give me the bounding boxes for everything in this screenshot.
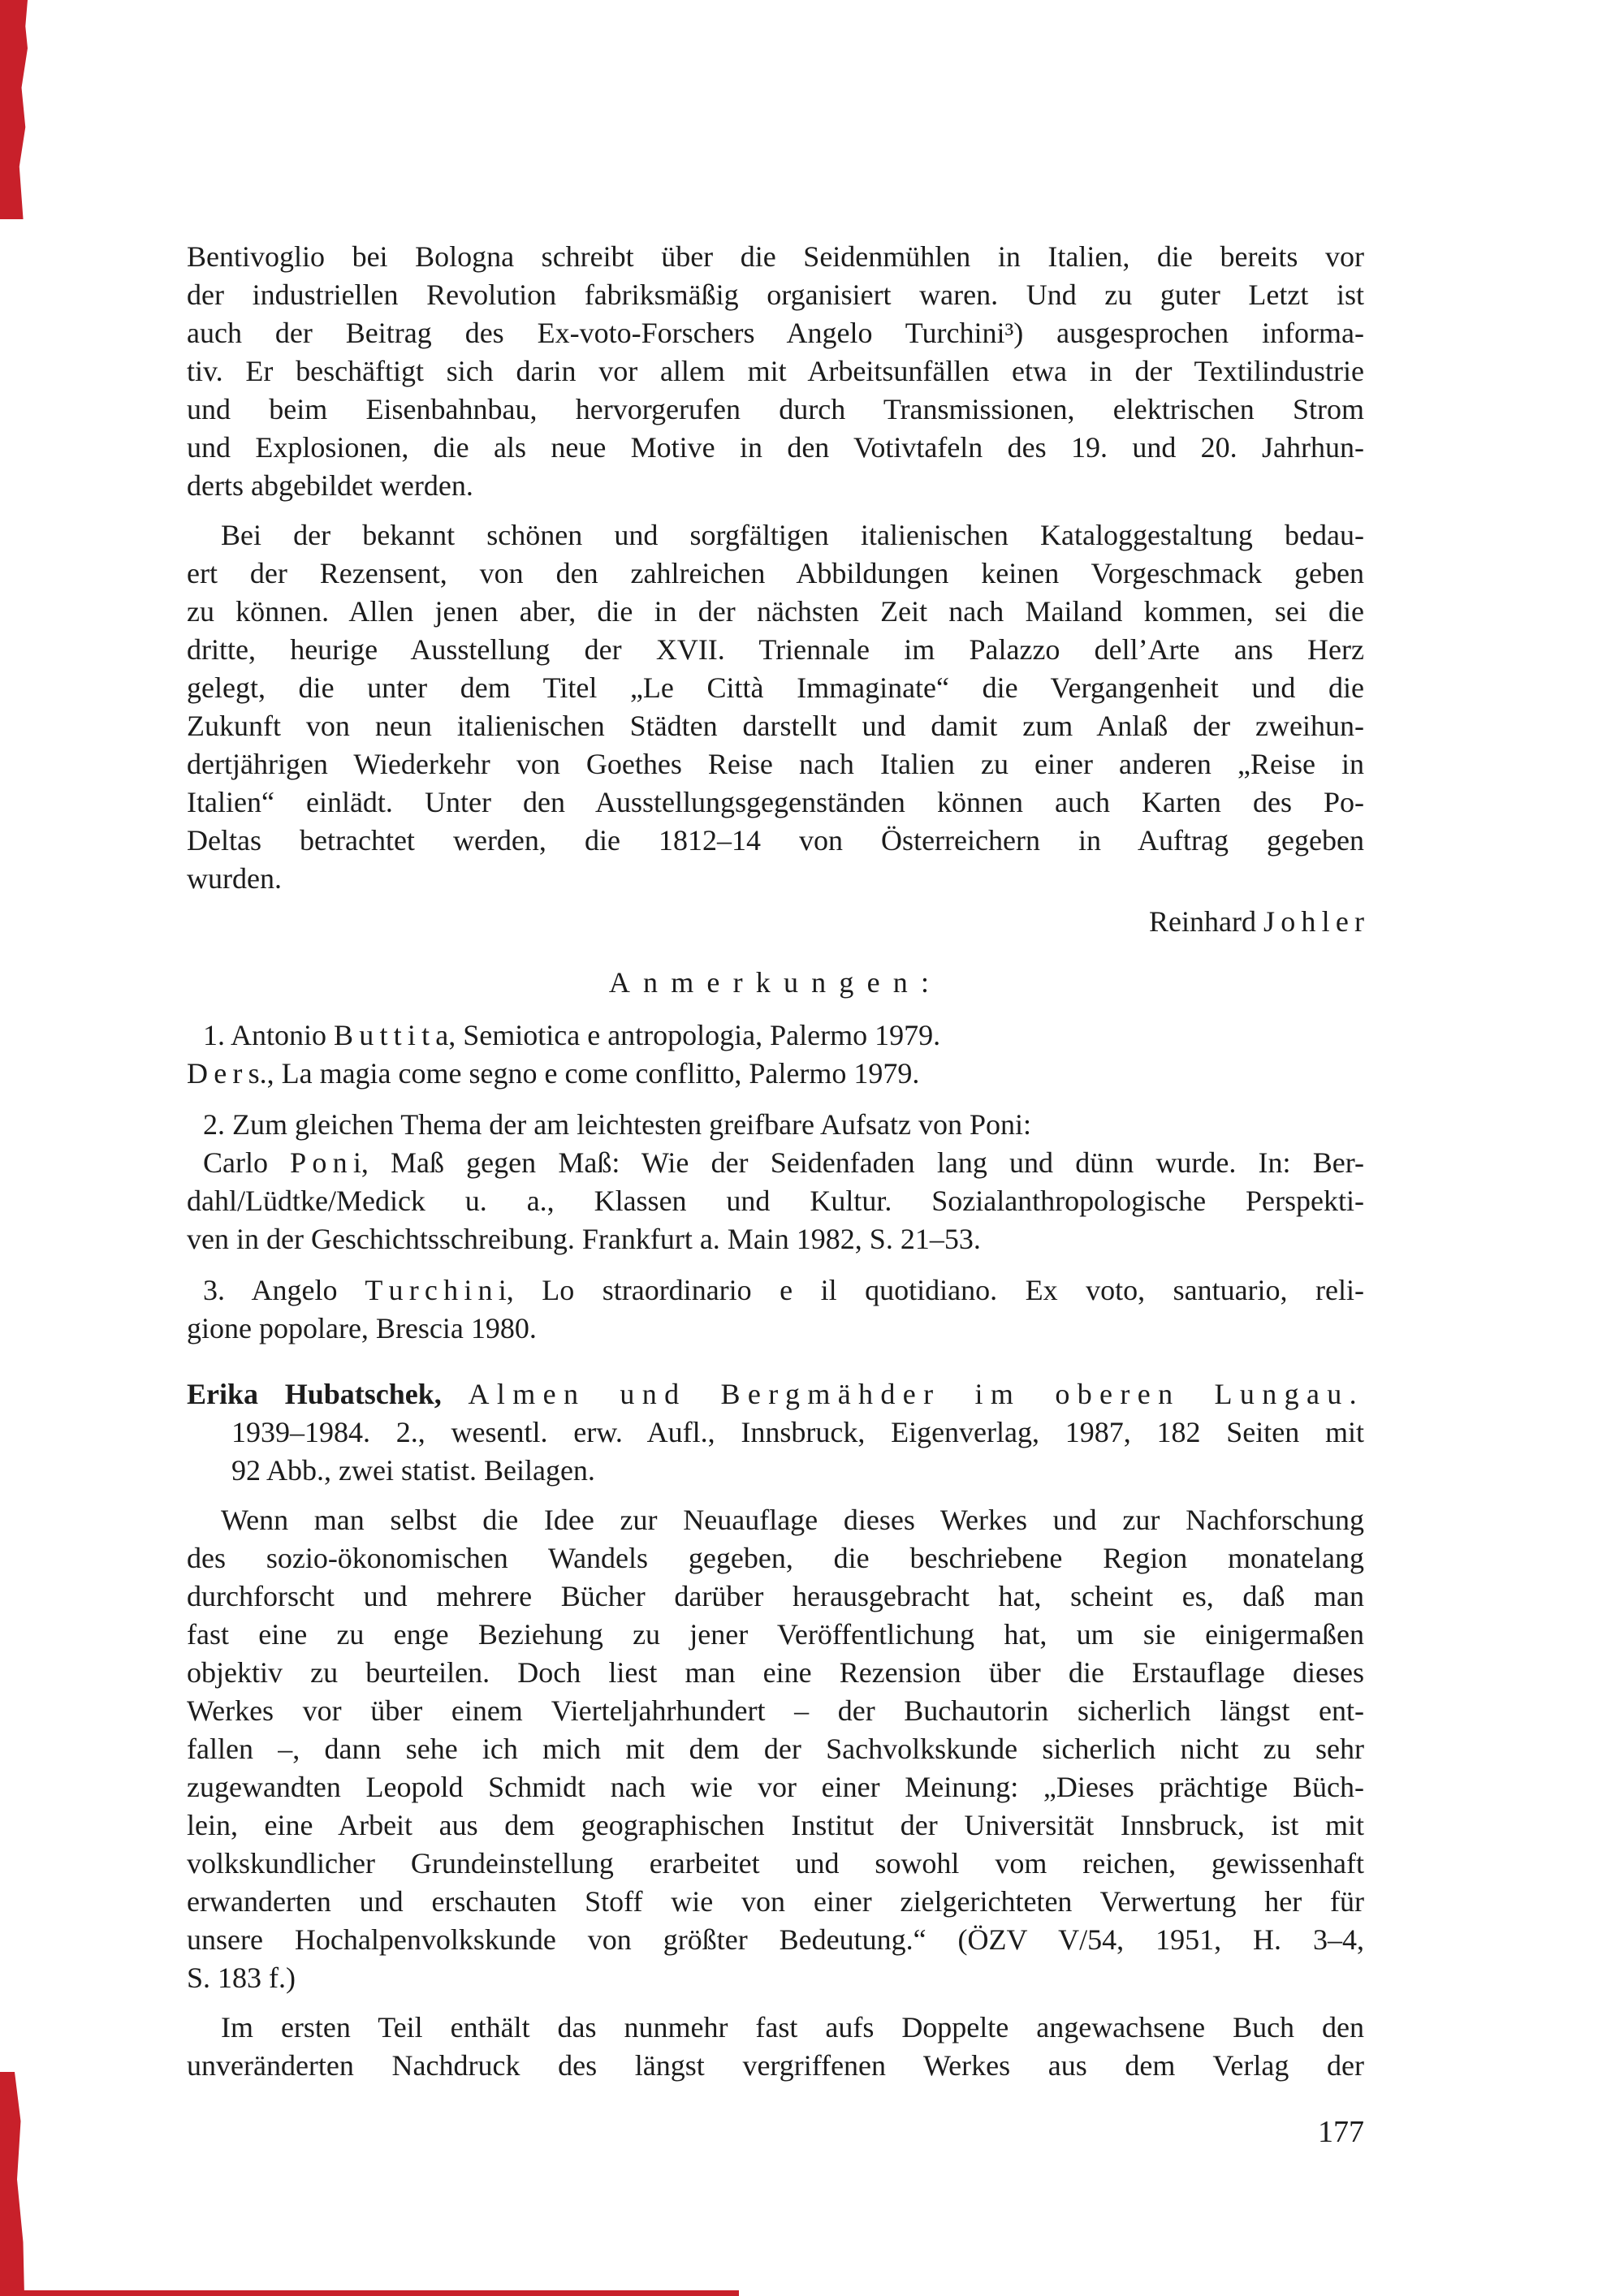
text-line: gelegt, die unter dem Titel „Le Città Immaginate“ die Vergangenheit und die	[187, 671, 1364, 704]
paragraph-silk-mills	[187, 238, 1364, 505]
paragraph-first-part	[187, 2009, 1364, 2085]
paragraph-review-intro	[187, 1501, 1364, 1997]
text-line: Bentivoglio bei Bologna schreibt über die Seidenmühlen in Italien, die bereits vor	[187, 240, 1364, 273]
text-line: Zukunft von neun italienischen Städten darstellt und damit zum Anlaß der zweihun-	[187, 710, 1364, 742]
text-line: zugewandten Leopold Schmidt nach wie vor einer Meinung: „Dieses prächtige Büch-	[187, 1771, 1364, 1803]
text-line: dertjährigen Wiederkehr von Goethes Reise nach Italien zu einer anderen „Reise in	[187, 748, 1364, 780]
text-line: fallen –, dann sehe ich mich mit dem der Sachvolkskunde sicherlich nicht zu sehr	[187, 1733, 1364, 1765]
text-line: tiv. Er beschäftigt sich darin vor allem mit Arbeitsunfällen etwa in der Textilindustrie	[187, 355, 1364, 387]
footnote-2	[187, 1106, 1364, 1258]
review-heading	[187, 1375, 1364, 1490]
text-line: Deltas betrachtet werden, die 1812–14 von Österreichern in Auftrag gegeben	[187, 824, 1364, 857]
text-line: objektiv zu beurteilen. Doch liest man eine Rezension über die Erstauflage dieses	[187, 1656, 1364, 1689]
text-line: ert der Rezensent, von den zahlreichen Abbildungen keinen Vorgeschmack geben	[187, 557, 1364, 589]
text-line: 92 Abb., zwei statist. Beilagen.	[231, 1454, 595, 1487]
text-line: auch der Beitrag des Ex-voto-Forschers Angelo Turchini³) ausgesprochen informa-	[187, 317, 1364, 349]
text-line: Carlo P o n i, Maß gegen Maß: Wie der Seidenfaden lang und dünn wurde. In: Ber-	[203, 1146, 1364, 1179]
text-line: 3. Angelo T u r c h i n i, Lo straordinario e il quotidiano. Ex voto, santuario, reli-	[203, 1274, 1364, 1306]
text-line: dritte, heurige Ausstellung der XVII. Triennale im Palazzo dell’Arte ans Herz	[187, 633, 1364, 666]
text-line: unveränderten Nachdruck des längst vergriffenen Werkes aus dem Verlag der	[187, 2049, 1364, 2082]
text-line: Wenn man selbst die Idee zur Neuauflage dieses Werkes und zur Nachforschung	[221, 1504, 1364, 1536]
text-line: Werkes vor über einem Vierteljahrhundert – der Buchautorin sicherlich längst ent-	[187, 1694, 1364, 1727]
text-line: ven in der Geschichtsschreibung. Frankfurt a. Main 1982, S. 21–53.	[187, 1223, 981, 1255]
paragraph-catalog-triennale	[187, 516, 1364, 898]
text-line: und beim Eisenbahnbau, hervorgerufen durch Transmissionen, elektrischen Strom	[187, 393, 1364, 425]
text-line: lein, eine Arbeit aus dem geographischen Institut der Universität Innsbruck, ist mit	[187, 1809, 1364, 1841]
review-author: Erika Hubatschek,	[187, 1378, 442, 1410]
text-column	[187, 238, 1364, 2085]
text-line: 1. Antonio B u t t i t a, Semiotica e antropologia, Palermo 1979.	[203, 1019, 941, 1051]
review-biblio-lines	[187, 1413, 1364, 1490]
text-line: zu können. Allen jenen aber, die in der nächsten Zeit nach Mailand kommen, sei die	[187, 595, 1364, 628]
text-line: gione popolare, Brescia 1980.	[187, 1312, 537, 1344]
text-line: des sozio-ökonomischen Wandels gegeben, die beschriebene Region monatelang	[187, 1542, 1364, 1574]
review-heading-first-line	[187, 1375, 1364, 1413]
text-line: und Explosionen, die als neue Motive in den Votivtafeln des 19. und 20. Jahrhun-	[187, 431, 1364, 464]
scan-artifact-red-bottom-left	[0, 2072, 24, 2296]
text-line: Im ersten Teil enthält das nunmehr fast aufs Doppelte angewachsene Buch den	[221, 2011, 1364, 2044]
text-line: fast eine zu enge Beziehung zu jener Veröffentlichung hat, um sie einigermaßen	[187, 1618, 1364, 1651]
notes-heading: Anmerkungen:	[608, 966, 943, 999]
scan-artifact-red-top-left	[0, 0, 28, 219]
text-line: 1939–1984. 2., wesentl. erw. Aufl., Innsbruck, Eigenverlag, 1987, 182 Seiten mit	[231, 1416, 1364, 1448]
text-line: S. 183 f.)	[187, 1962, 296, 1994]
text-line: 2. Zum gleichen Thema der am leichtesten greifbare Aufsatz von Poni:	[203, 1108, 1032, 1141]
text-line: volkskundlicher Grundeinstellung erarbeitet und sowohl vom reichen, gewissenhaft	[187, 1847, 1364, 1880]
text-line: Italien“ einlädt. Unter den Ausstellungsgegenständen können auch Karten des Po-	[187, 786, 1364, 818]
text-line: derts abgebildet werden.	[187, 469, 473, 502]
text-line: wurden.	[187, 862, 282, 895]
text-line: durchforscht und mehrere Bücher darüber herausgebracht hat, scheint es, daß man	[187, 1580, 1364, 1612]
text-line: unsere Hochalpenvolkskunde von größter Bedeutung.“ (ÖZV V/54, 1951, H. 3–4,	[187, 1923, 1364, 1956]
footnote-3	[187, 1271, 1364, 1348]
review-title: Almen und Bergmähder im oberen Lungau.	[468, 1378, 1365, 1410]
text-line: D e r s., La magia come segno e come conflitto, Palermo 1979.	[187, 1057, 920, 1090]
reviewer-signature: Reinhard J o h l e r	[1149, 905, 1364, 938]
scan-artifact-red-bottom-strip	[0, 2290, 739, 2296]
page-number: 177	[1318, 2115, 1364, 2149]
text-line: der industriellen Revolution fabriksmäßig organisiert waren. Und zu guter Letzt ist	[187, 278, 1364, 311]
text-line: dahl/Lüdtke/Medick u. a., Klassen und Kultur. Sozialanthropologische Perspekti-	[187, 1185, 1364, 1217]
text-line: erwanderten und erschauten Stoff wie von einer zielgerichteten Verwertung her für	[187, 1885, 1364, 1918]
footnote-1	[187, 1016, 1364, 1093]
text-line: Bei der bekannt schönen und sorgfältigen italienischen Kataloggestaltung bedau-	[221, 519, 1364, 551]
